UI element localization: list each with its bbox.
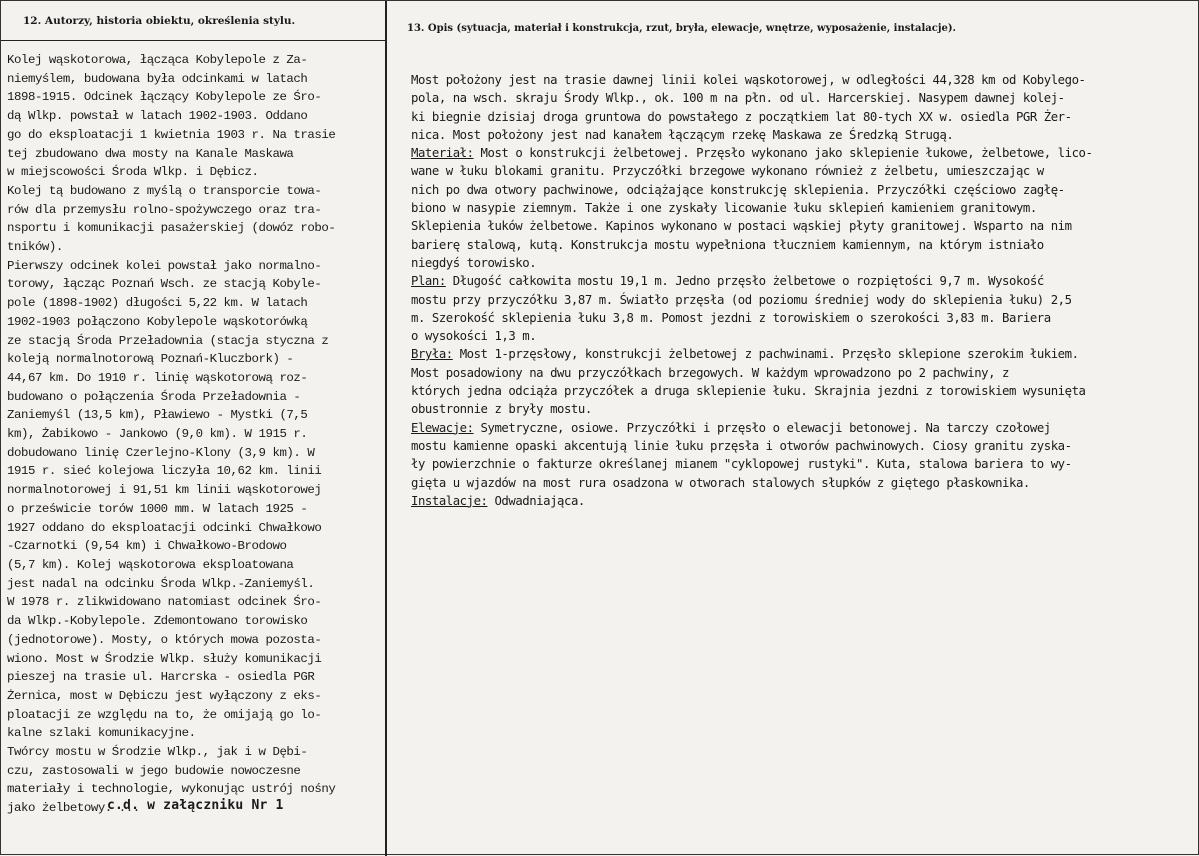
section-label: Materiał: (411, 146, 474, 161)
description-line-text: niegdyś torowisko. (411, 255, 537, 270)
description-line (411, 309, 1197, 327)
history-line: pieszej na trasie ul. Harcrska - osiedla PGR (7, 670, 315, 685)
section-label: Instalacje: (411, 493, 488, 508)
history-line: nsportu i komunikacji pasażerskiej (dowóz robo- (7, 221, 336, 236)
history-line: jako żelbetowy. ... (7, 801, 140, 816)
description-line (411, 474, 1197, 492)
history-line: Żernica, most w Dębiczu jest wyłączony z eks- (7, 688, 322, 703)
description-line-text: m. Szerokość sklepienia łuku 3,8 m. Pomost jezdni z torowiskiem o szerokości 3,83 m. Bariera (411, 310, 1051, 325)
description-line-text: Most o konstrukcji żelbetowej. Przęsło wykonano jako sklepienie łukowe, żelbetowe, lico- (473, 146, 1093, 161)
description-line (411, 492, 1197, 510)
history-text (7, 51, 385, 818)
history-line: normalnotorowej i 91,51 km linii wąskotorowej (7, 483, 322, 498)
history-line: dobudowano linię Czerlejno-Klony (3,9 km). W (7, 445, 315, 460)
description-line (411, 400, 1197, 418)
history-line: budowano o połączenia Środa Przeładownia - (7, 389, 301, 404)
history-line: dą Wlkp. powstał w latach 1902-1903. Oddano (7, 109, 308, 124)
history-line: Zaniemyśl (13,5 km), Pławiewo - Mystki (7,5 (7, 408, 308, 423)
history-line: (5,7 km). Kolej wąskotorowa eksploatowana (7, 557, 294, 572)
history-line: km), Żabikowo - Jankowo (9,0 km). W 1915 r. (7, 427, 308, 442)
history-line: Pierwszy odcinek kolei powstał jako normalno- (7, 258, 322, 273)
description-line-text: gięta u wjazdów na most rura osadzona w otworach stalowych słupków z giętego płaskownika. (411, 475, 1030, 490)
section-label: Bryła: (411, 347, 453, 362)
history-line: niemyślem, budowana była odcinkami w latach (7, 71, 308, 86)
history-line: W 1978 r. zlikwidowano natomiast odcinek Śro- (7, 595, 322, 610)
description-line-text: pola, na wsch. skraju Środy Wlkp., ok. 100 m na płn. od ul. Harcerskiej. Nasypem dawnej kolej- (411, 91, 1065, 106)
description-line-text: o wysokości 1,3 m. (411, 329, 537, 344)
history-line: kalne szlaki komunikacyjne. (7, 726, 196, 741)
history-line: pole (1898-1902) długości 5,22 km. W latach (7, 296, 308, 311)
history-line: Twórcy mostu w Środzie Wlkp., jak i w Dębi- (7, 745, 308, 760)
description-line (411, 327, 1197, 345)
description-line-text: Most położony jest na trasie dawnej linii kolei wąskotorowej, w odległości 44,328 km od Kobylego- (411, 73, 1086, 87)
description-line (411, 199, 1197, 217)
description-text (411, 71, 1197, 510)
description-line (411, 108, 1197, 126)
description-line-text: Odwadniająca. (487, 493, 585, 508)
description-line (411, 126, 1197, 144)
description-line (411, 236, 1197, 254)
description-line (411, 144, 1197, 162)
description-line-text: Most 1-przęsłowy, konstrukcji żelbetowej z pachwinami. Przęsło sklepione szerokim łukiem. (452, 347, 1079, 362)
section-label: Plan: (411, 274, 446, 289)
history-line: tej zbudowano dwa mosty na Kanale Maskawa (7, 146, 294, 161)
description-line (411, 345, 1197, 363)
description-line-text: Most posadowiony na dwu przyczółkach brzegowych. W każdym wprowadzono po 2 pachwiny, z (411, 365, 1009, 380)
description-line-text: mostu przy przyczółku 3,87 m. Światło przęsła (od poziomu średniej wody do sklepienia łuku) 2,5 (411, 292, 1072, 307)
history-line: rów dla przemysłu rolno-spożywczego oraz tra- (7, 202, 322, 217)
description-line-text: Długość całkowita mostu 19,1 m. Jedno przęsło żelbetowe o rozpiętości 9,7 m. Wysokość (445, 274, 1044, 289)
description-header: 13. Opis (sytuacja, materiał i konstrukcja, rzut, bryła, elewacje, wnętrze, wyposażenie, instalacje). (407, 23, 957, 34)
history-line: ze stacją Środa Przeładownia (stacja styczna z (7, 333, 329, 348)
history-line: Kolej wąskotorowa, łącząca Kobylepole z Za- (7, 53, 308, 67)
description-line-text: ki biegnie dzisiaj droga gruntowa do powstałego z początkiem lat 80-tych XX w. osiedla PGR Żer- (411, 109, 1072, 124)
history-line: tników). (7, 240, 63, 255)
description-line (411, 382, 1197, 400)
history-line: materiały i technologie, wykonując ustrój nośny (7, 782, 336, 797)
history-line: o prześwicie torów 1000 mm. W latach 1925 - (7, 501, 308, 516)
history-line: Kolej tą budowano z myślą o transporcie towa- (7, 183, 322, 198)
history-line: 1902-1903 połączono Kobylepole wąskotorówką (7, 314, 308, 329)
description-line (411, 291, 1197, 309)
description-line (411, 217, 1197, 235)
description-line-text: których jedna odciąża przyczółek a druga sklepienie łuku. Skrajnia jezdni z torowiskiem wysunięta (411, 384, 1086, 399)
history-header: 12. Autorzy, historia obiektu, określenia stylu. (1, 1, 385, 41)
history-line: 1915 r. sieć kolejowa liczyła 10,62 km. linii (7, 464, 322, 479)
description-line-text: Sklepienia łuków żelbetowe. Kapinos wykonano w postaci wąskiej płyty granitowej. Wsparto na nim (411, 219, 1072, 234)
description-line (411, 71, 1197, 89)
description-line-text: obustronnie z bryły mostu. (411, 402, 592, 417)
history-line: -Czarnotki (9,54 km) i Chwałkowo-Brodowo (7, 539, 287, 554)
description-line (411, 181, 1197, 199)
section-label: Elewacje: (411, 420, 474, 435)
description-line (411, 455, 1197, 473)
history-line: torowy, łącząc Poznań Wsch. ze stacją Kobyle- (7, 277, 322, 292)
continuation-note: c.d. w załączniku Nr 1 (107, 798, 284, 813)
history-line: 1927 oddano do eksploatacji odcinki Chwałkowo (7, 520, 322, 535)
history-line: go do eksploatacji 1 kwietnia 1903 r. Na trasie (7, 127, 336, 142)
description-line-text: barierę stalową, kutą. Konstrukcja mostu wypełniona tłuczniem kamiennym, na którym istniało (411, 237, 1044, 252)
history-line: wiono. Most w Środzie Wlkp. służy komunikacji (7, 651, 322, 666)
description-line (411, 272, 1197, 290)
history-line: koleją normalnotorową Poznań-Kluczbork) - (7, 352, 294, 367)
description-line (411, 89, 1197, 107)
description-line-text: nica. Most położony jest nad kanałem łączącym rzekę Maskawa ze Średzką Strugą. (411, 127, 954, 142)
history-line: da Wlkp.-Kobylepole. Zdemontowano torowisko (7, 614, 308, 629)
history-line: czu, zastosowali w jego budowie nowoczesne (7, 763, 301, 778)
description-line (411, 437, 1197, 455)
description-line-text: mostu kamienne opaski akcentują linie łuku przęsła i otworów pachwinowych. Ciosy granitu zyska- (411, 438, 1072, 453)
description-line-text: Symetryczne, osiowe. Przyczółki i przęsło o elewacji betonowej. Na tarczy czołowej (473, 420, 1051, 435)
description-line-text: ły powierzchnie o fakturze określanej mianem "cyklopowej rustyki". Kuta, stalowa bariera to wy- (411, 457, 1072, 472)
description-line (411, 254, 1197, 272)
history-line: (jednotorowe). Mosty, o których mowa pozosta- (7, 632, 322, 647)
history-line: w miejscowości Środa Wlkp. i Dębicz. (7, 165, 259, 180)
description-line (411, 364, 1197, 382)
description-line-text: biono w nasypie ziemnym. Także i one zyskały licowanie łuku sklepień kamieniem granitowym. (411, 201, 1037, 216)
history-line: 44,67 km. Do 1910 r. linię wąskotorową roz- (7, 370, 308, 385)
history-column (1, 1, 387, 856)
description-line (411, 162, 1197, 180)
history-line: 1898-1915. Odcinek łączący Kobylepole ze Śro- (7, 90, 322, 105)
description-line-text: nich po dwa otwory pachwinowe, odciążające konstrukcję sklepienia. Przyczółki częściowo zagłę- (411, 182, 1065, 197)
history-line: jest nadal na odcinku Środa Wlkp.-Zaniemyśl. (7, 576, 315, 591)
description-line-text: wane w łuku blokami granitu. Przyczółki brzegowe wykonano również z żelbetu, umieszczając w (411, 164, 1044, 179)
description-column (389, 1, 1199, 856)
description-line (411, 419, 1197, 437)
history-line: ploatacji ze względu na to, że omijają go lo- (7, 707, 322, 722)
